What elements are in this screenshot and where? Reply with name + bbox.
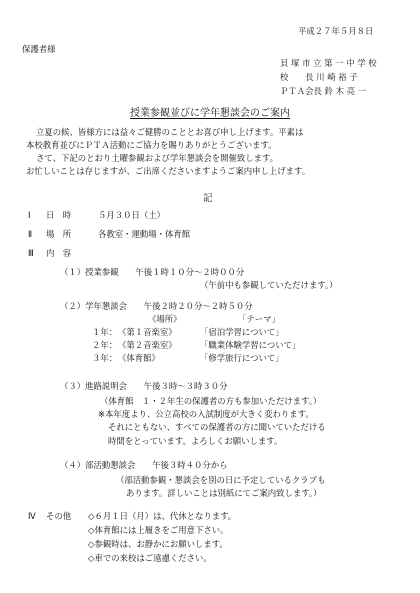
content-3-line: それにともない、すべての保護者の方に聞いていただける — [108, 422, 326, 432]
ki-heading: 記 — [203, 193, 213, 204]
sender-principal: 校 長 川 崎 裕 子 — [280, 72, 358, 82]
content-4-heading: （４）部活動懇談会 午後３時４０分から — [60, 460, 228, 470]
grade-label: ３年： — [92, 353, 118, 363]
item-number: Ⅱ — [28, 229, 33, 239]
column-header-place: 《場所》 — [148, 314, 182, 324]
grade-place: 《体育館》 — [118, 353, 160, 363]
grade-theme: 「修学旅行について」 — [200, 353, 284, 363]
recipient: 保護者様 — [22, 44, 56, 54]
content-1-heading: （１）授業参観 午後１時１０分～２時００分 — [60, 267, 245, 277]
greeting-line: さて、下記のとおり土曜参観および学年懇談会を開催致します。 — [36, 153, 279, 163]
item-number: Ⅰ — [28, 210, 31, 220]
item-label-content: 内 容 — [46, 248, 72, 258]
content-2-heading: （２）学年懇談会 午後２時２０分～２時５０分 — [60, 301, 253, 311]
grade-label: １年： — [92, 327, 118, 337]
column-header-theme: 「テーマ」 — [238, 314, 280, 324]
content-3-line: （体育館 １・２年生の保護者の方も参加いただけます。） — [100, 396, 322, 406]
item-label-place: 場 所 — [46, 229, 72, 239]
item-number: Ⅲ — [28, 248, 34, 258]
document-date: 平成２７年５月８日 — [298, 26, 374, 36]
item-label-other: その他 — [46, 511, 72, 521]
item-value-place: 各教室・運動場・体育館 — [98, 229, 191, 239]
content-1-note: （午前中も参観していただけます。） — [200, 280, 338, 290]
content-4-line: あります。詳しいことは別紙にてご案内致します。） — [126, 488, 322, 498]
other-note: ◇６月１日（月）は、代休となります。 — [88, 511, 237, 521]
grade-label: ２年： — [92, 340, 118, 350]
grade-theme: 「職業体験学習について」 — [200, 340, 301, 350]
other-note: ◇車での来校はご遠慮ください。 — [88, 553, 212, 563]
other-note: ◇体育館には上履きをご用意下さい。 — [88, 525, 229, 535]
document-title: 授業参観並びに学年懇談会のご案内 — [130, 108, 290, 119]
grade-theme: 「宿泊学習について」 — [200, 327, 284, 337]
item-number: Ⅳ — [28, 511, 36, 521]
sender-pta-chair: ＰＴＡ会長 鈴 木 亮 一 — [280, 86, 367, 96]
sender-school: 貝 塚 市 立 第 一 中 学 校 — [280, 58, 377, 68]
item-value-datetime: ５月３０日（土） — [98, 210, 165, 220]
greeting-line: 本校教育並びにＰＴＡ活動にご協力を賜りありがとうございます。 — [26, 140, 277, 150]
grade-place: 《第２音楽室》 — [118, 340, 177, 350]
other-note: ◇参観時は、お静かにお願いします。 — [88, 539, 228, 549]
content-4-line: （部活動参観・懇談会を別の日に予定しているクラブも — [116, 475, 326, 485]
content-3-line: 時間をとっています。よろしくお願いします。 — [108, 436, 283, 446]
content-3-line: ※本年度より、公立高校の入試制度が大きく変わります。 — [98, 409, 314, 419]
greeting-line: お忙しいことは存じますが、ご出席くださいますようご案内申し上げます。 — [26, 166, 311, 176]
item-label-datetime: 日 時 — [46, 210, 72, 220]
greeting-line: 立夏の候、皆様方には益々ご健勝のこととお喜び申し上げます。平素は — [36, 127, 304, 137]
grade-place: 《第１音楽室》 — [118, 327, 177, 337]
content-3-heading: （３）進路説明会 午後３時～３時３０分 — [60, 381, 228, 391]
